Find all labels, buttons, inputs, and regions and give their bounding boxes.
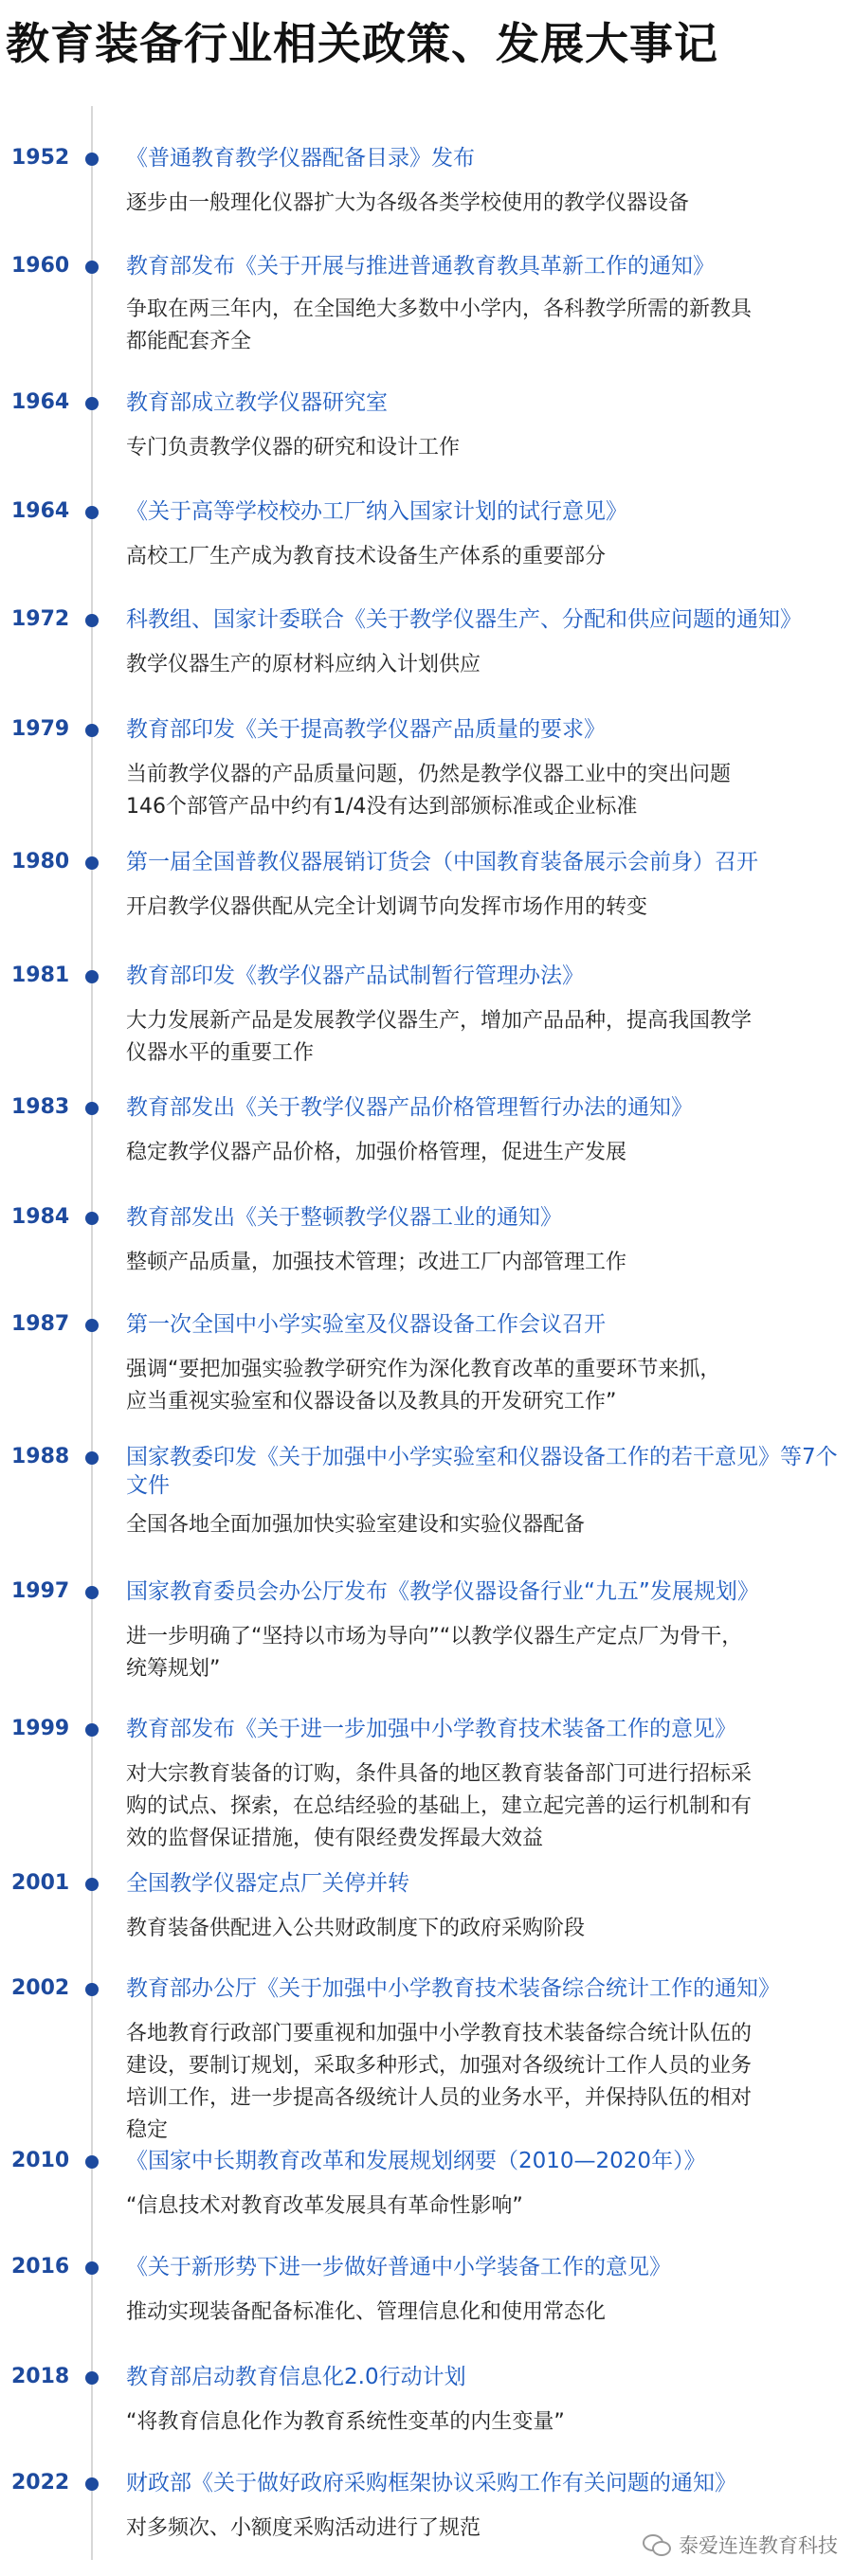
event-description <box>126 2297 837 2329</box>
event-title: 国家教育委员会办公厅发布《教学仪器设备行业“九五”发展规划》 <box>126 1579 759 1604</box>
timeline-dot <box>85 1878 99 1891</box>
event-description-line: 争取在两三年内，在全国绝大多数中小学内，各科教学所需的新教具 <box>126 297 753 321</box>
event-year: 1981 <box>11 964 70 987</box>
event-year: 1984 <box>11 1205 70 1229</box>
event-year: 1983 <box>11 1095 70 1119</box>
event-year: 1997 <box>11 1579 70 1603</box>
event-description-line: 都能配套齐全 <box>126 330 252 353</box>
event-description-line: 购的试点、探索，在总结经验的基础上，建立起完善的运行机制和有 <box>126 1794 753 1818</box>
event-description <box>126 1913 837 1945</box>
event-description-line: 培训工作，进一步提高各级统计人员的业务水平，并保持队伍的相对 <box>126 2086 753 2110</box>
event-description-line: 推动实现装备配备标准化、管理信息化和使用常态化 <box>126 2300 607 2324</box>
event-description <box>126 2406 837 2439</box>
timeline-dot <box>85 506 99 519</box>
timeline-dot <box>85 397 99 410</box>
timeline-dot <box>85 1586 99 1599</box>
event-description-line: 逐步由一般理化仪器扩大为各级各类学校使用的教学仪器设备 <box>126 191 690 215</box>
timeline-dot <box>85 1319 99 1332</box>
event-description-line: “信息技术对教育改革发展具有革命性影响” <box>126 2194 523 2218</box>
event-description <box>126 1005 837 1070</box>
event-description <box>126 1758 837 1855</box>
event-year: 1964 <box>11 499 70 523</box>
event-description <box>126 1509 837 1541</box>
event-description <box>126 188 837 220</box>
event-description-line: 教育装备供配进入公共财政制度下的政府采购阶段 <box>126 1917 586 1940</box>
event-title: 全国教学仪器定点厂关停并转 <box>126 1871 409 1896</box>
event-description-line: 开启教学仪器供配从完全计划调节向发挥市场作用的转变 <box>126 895 648 919</box>
event-description-line: 建设，要制订规划，采取多种形式，加强对各级统计工作人员的业务 <box>126 2054 753 2078</box>
event-description-line: 对多频次、小额度采购活动进行了规范 <box>126 2516 481 2540</box>
event-description <box>126 2018 837 2147</box>
timeline-dot <box>85 2477 99 2491</box>
timeline-dot <box>85 1102 99 1115</box>
event-description-line: 专门负责教学仪器的研究和设计工作 <box>126 436 461 459</box>
timeline-dot <box>85 970 99 983</box>
event-description <box>126 294 837 358</box>
timeline-dot <box>85 2155 99 2169</box>
event-description-line: 146个部管产品中约有1/4没有达到部颁标准或企业标准 <box>126 795 638 819</box>
event-description-line: “将教育信息化作为教育系统性变革的内生变量” <box>126 2410 565 2434</box>
event-title: 教育部发出《关于整顿教学仪器工业的通知》 <box>126 1205 562 1230</box>
watermark <box>643 2531 838 2559</box>
event-year: 1952 <box>11 146 70 170</box>
timeline-line <box>91 106 93 2560</box>
timeline-dot <box>85 2261 99 2275</box>
event-year: 1960 <box>11 254 70 278</box>
timeline-dot <box>85 2371 99 2385</box>
event-description-line: 大力发展新产品是发展教学仪器生产，增加产品品种，提高我国教学 <box>126 1009 753 1033</box>
event-title: 教育部发出《关于教学仪器产品价格管理暂行办法的通知》 <box>126 1095 693 1120</box>
event-description-line: 对大宗教育装备的订购，条件具备的地区教育装备部门可进行招标采 <box>126 1762 753 1786</box>
event-description-line: 稳定 <box>126 2118 169 2142</box>
event-description <box>126 541 837 573</box>
timeline-dot <box>85 261 99 274</box>
event-description <box>126 1247 837 1279</box>
event-description <box>126 2190 837 2223</box>
event-title: 《关于新形势下进一步做好普通中小学装备工作的意见》 <box>126 2255 671 2279</box>
watermark-text: 泰爱连连教育科技 <box>679 2534 838 2557</box>
timeline-dot <box>85 153 99 166</box>
event-title: 教育部印发《关于提高教学仪器产品质量的要求》 <box>126 717 606 742</box>
event-description <box>126 892 837 924</box>
event-description-line: 仪器水平的重要工作 <box>126 1041 315 1065</box>
event-title: 教育部发布《关于开展与推进普通教育教具革新工作的通知》 <box>126 254 715 279</box>
event-description <box>126 649 837 681</box>
event-title: 《国家中长期教育改革和发展规划纲要（2010—2020年）》 <box>126 2149 706 2173</box>
event-year: 2001 <box>11 1871 70 1895</box>
event-description <box>126 1621 837 1685</box>
event-title: 《普通教育教学仪器配备目录》发布 <box>126 146 475 171</box>
event-description-line: 整顿产品质量，加强技术管理；改进工厂内部管理工作 <box>126 1251 627 1274</box>
event-year: 1964 <box>11 390 70 414</box>
event-title: 教育部发布《关于进一步加强中小学教育技术装备工作的意见》 <box>126 1717 736 1741</box>
timeline-dot <box>85 614 99 627</box>
event-description-line: 教学仪器生产的原材料应纳入计划供应 <box>126 653 481 676</box>
event-title: 教育部印发《教学仪器产品试制暂行管理办法》 <box>126 964 584 988</box>
event-description-line: 全国各地全面加强加快实验室建设和实验仪器配备 <box>126 1513 586 1537</box>
event-title: 《关于高等学校校办工厂纳入国家计划的试行意见》 <box>126 499 627 524</box>
event-description <box>126 759 837 823</box>
event-description-line: 统筹规划” <box>126 1657 221 1681</box>
timeline-dot <box>85 1212 99 1225</box>
timeline-dot <box>85 1451 99 1465</box>
timeline-dot <box>85 1983 99 1996</box>
event-year: 2002 <box>11 1976 70 2000</box>
event-title: 教育部启动教育信息化2.0行动计划 <box>126 2365 466 2389</box>
event-year: 1988 <box>11 1445 70 1468</box>
event-title: 第一次全国中小学实验室及仪器设备工作会议召开 <box>126 1312 606 1337</box>
event-description <box>126 1354 837 1418</box>
event-title: 财政部《关于做好政府采购框架协议采购工作有关问题的通知》 <box>126 2471 736 2495</box>
event-description-line: 各地教育行政部门要重视和加强中小学教育技术装备综合统计队伍的 <box>126 2022 753 2045</box>
event-title: 科教组、国家计委联合《关于教学仪器生产、分配和供应问题的通知》 <box>126 607 802 632</box>
timeline-dot <box>85 1723 99 1737</box>
event-year: 1980 <box>11 850 70 874</box>
event-year: 2018 <box>11 2365 70 2388</box>
event-description-line: 稳定教学仪器产品价格，加强价格管理，促进生产发展 <box>126 1141 627 1164</box>
wechat-icon <box>643 2532 671 2557</box>
event-year: 1979 <box>11 717 70 741</box>
event-year: 2016 <box>11 2255 70 2279</box>
event-description-line: 进一步明确了“坚持以市场为导向”“以教学仪器生产定点厂为骨干， <box>126 1625 743 1648</box>
event-description <box>126 432 837 464</box>
event-title: 教育部成立教学仪器研究室 <box>126 390 388 415</box>
event-year: 1987 <box>11 1312 70 1336</box>
event-title: 教育部办公厅《关于加强中小学教育技术装备综合统计工作的通知》 <box>126 1976 780 2001</box>
event-year: 1999 <box>11 1717 70 1740</box>
event-description-line: 应当重视实验室和仪器设备以及教具的开发研究工作” <box>126 1390 617 1414</box>
event-year: 1972 <box>11 607 70 631</box>
event-year: 2010 <box>11 2149 70 2172</box>
event-title: 第一届全国普教仪器展销订货会（中国教育装备展示会前身）召开 <box>126 850 758 874</box>
event-description-line: 高校工厂生产成为教育技术设备生产体系的重要部分 <box>126 545 607 568</box>
event-description <box>126 1137 837 1169</box>
page-title: 教育装备行业相关政策、发展大事记 <box>6 18 718 69</box>
event-description-line: 当前教学仪器的产品质量问题，仍然是教学仪器工业中的突出问题 <box>126 763 732 786</box>
event-description-line: 效的监督保证措施，使有限经费发挥最大效益 <box>126 1827 544 1850</box>
event-year: 2022 <box>11 2471 70 2495</box>
timeline-dot <box>85 724 99 737</box>
event-description-line: 强调“要把加强实验教学研究作为深化教育改革的重要环节来抓， <box>126 1358 721 1381</box>
timeline-dot <box>85 856 99 870</box>
event-title: 国家教委印发《关于加强中小学实验室和仪器设备工作的若干意见》等7个文件 <box>126 1445 838 1498</box>
